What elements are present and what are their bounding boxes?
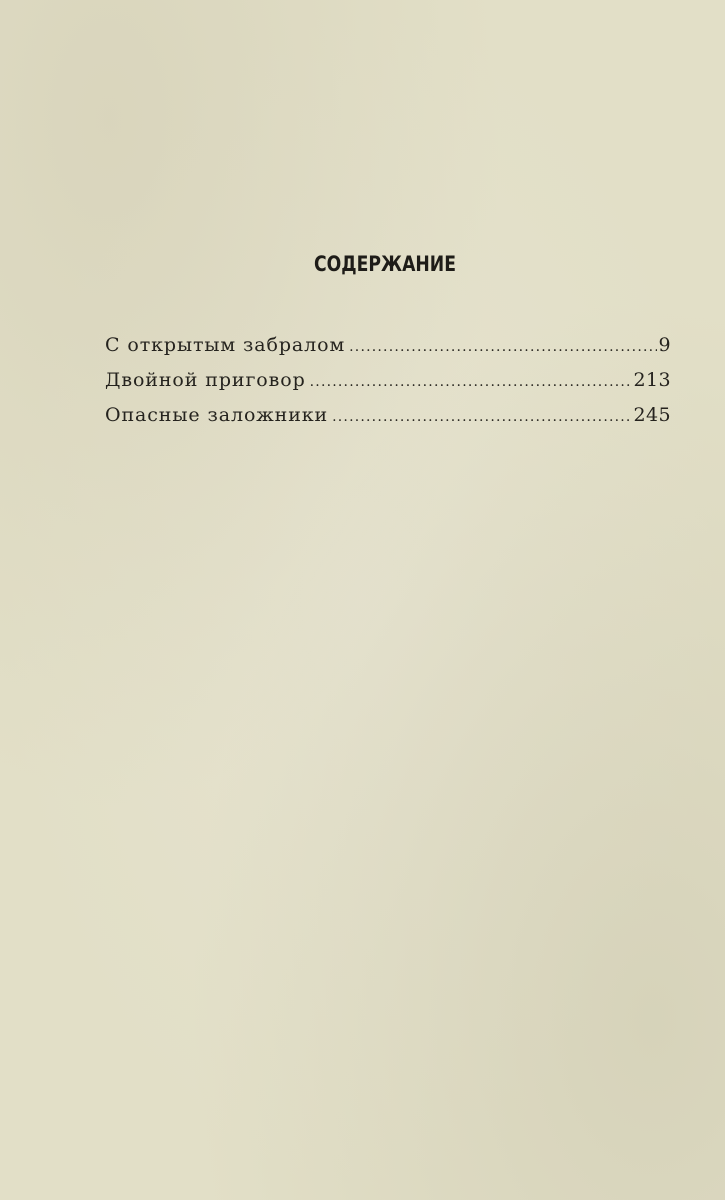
dot-leader — [349, 339, 656, 355]
toc-entry-page: 245 — [633, 404, 671, 426]
toc-entry-page: 213 — [633, 369, 671, 391]
table-of-contents — [105, 334, 671, 439]
toc-entry-title: Опасные заложники — [105, 404, 329, 426]
toc-entry-title: С открытым забралом — [105, 334, 346, 356]
dot-leader — [310, 374, 632, 390]
contents-heading: СОДЕРЖАНИЕ — [313, 252, 456, 276]
toc-entry-title: Двойной приговор — [105, 369, 306, 391]
toc-entry — [105, 369, 671, 404]
toc-entry-page: 9 — [658, 334, 671, 356]
toc-entry — [105, 334, 671, 369]
dot-leader — [332, 409, 631, 425]
toc-entry — [105, 404, 671, 439]
